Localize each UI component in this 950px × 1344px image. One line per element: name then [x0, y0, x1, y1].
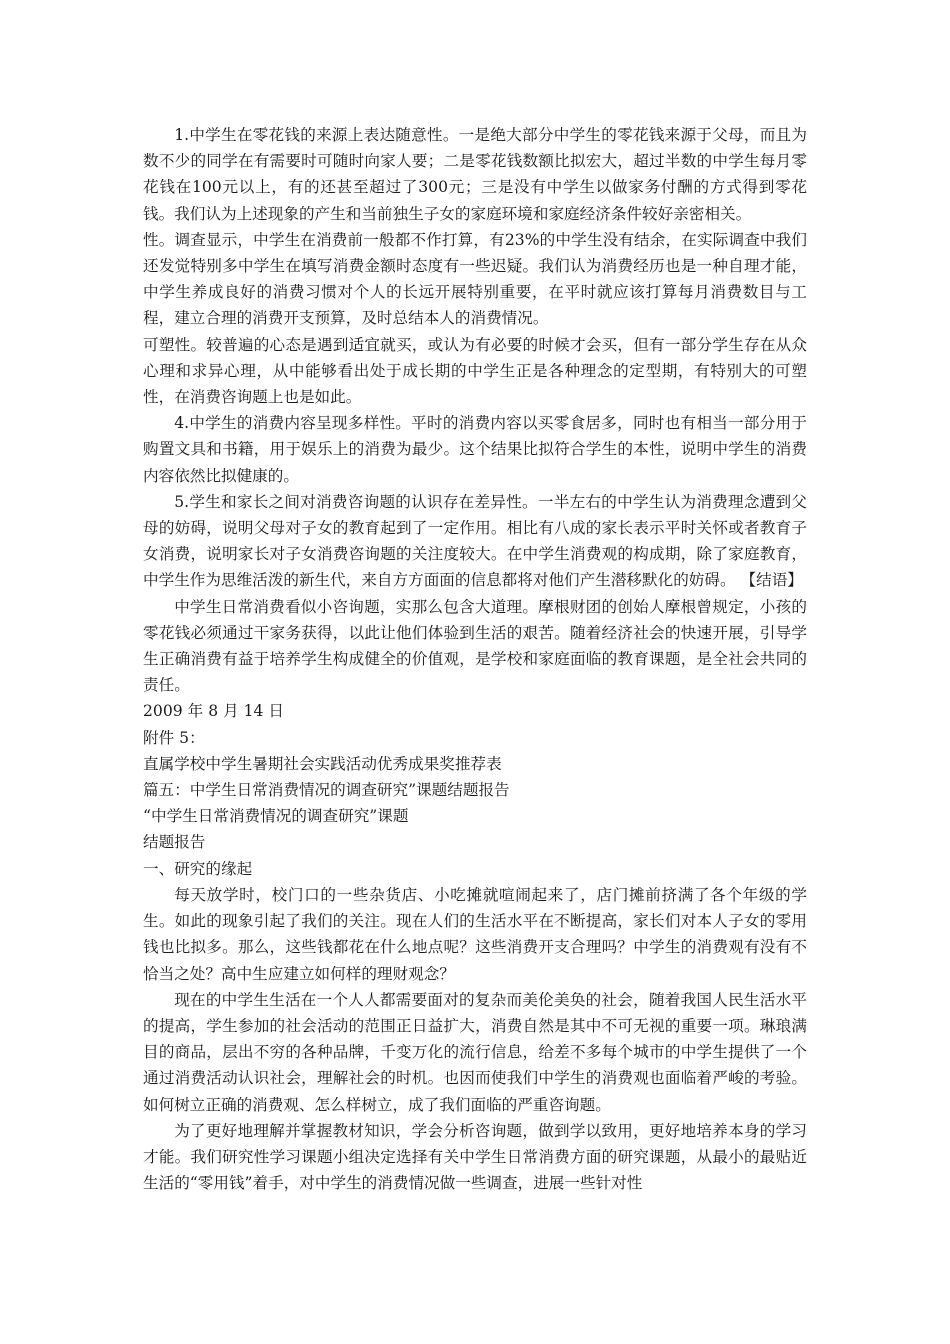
date-line: 2009 年 8 月 14 日: [143, 702, 285, 721]
report-title: “中学生日常消费情况的调查研究”课题: [143, 807, 409, 826]
attachment-label: 附件 5：: [143, 728, 205, 747]
paragraph-spending-planning: 性。调查显示，中学生在消费前一般都不作打算，有23%的中学生没有结余，在实际调查中我们还发觉特别多中学生在填写消费金额时态度有一些迟疑。我们认为消费经历也是一种自理才能，中学生养成良好的消费习惯对个人的长远开展特别重要，在平时就应该打算每月消费数目与工程，建立合理的消费开支预算，及时总结本人的消费情况。: [143, 230, 807, 328]
chapter-five-heading: 篇五：中学生日常消费情况的调查研究”课题结题报告: [143, 781, 510, 800]
paragraph-conclusion: 中学生日常消费看似小咨询题，实那么包含大道理。摩根财团的创始人摩根曾规定，小孩的零花钱必须通过干家务获得，以此让他们体验到生活的艰苦。随着经济社会的快速开展，引导学生正确消费有益于培养学生构成健全的价值观，是学校和家庭面临的教育课题，是全社会共同的责任。: [143, 597, 807, 695]
recommendation-form-title: 直属学校中学生暑期社会实践活动优秀成果奖推荐表: [143, 754, 502, 773]
paragraph-research-purpose: 为了更好地理解并掌握教材知识，学会分析咨询题，做到学以致用，更好地培养本身的学习才能。我们研究性学习课题小组决定选择有关中学生日常消费方面的研究课题，从最小的最贴近生活的“零用钱”着手，对中学生的消费情况做一些调查，进展一些针对性: [143, 1121, 807, 1193]
section-heading-origin: 一、研究的缘起: [143, 859, 253, 878]
paragraph-student-parent-difference: 5.学生和家长之间对消费咨询题的认识存在差异性。一半左右的中学生认为消费理念遭到父母的妨碍，说明父母对子女的教育起到了一定作用。相比有八成的家长表示平时关怀或者教育子女消费，说明家长对子女消费咨询题的关注度较大。在中学生消费观的构成期，除了家庭教育，中学生作为思维活泼的新生代，来自方方面面的信息都将对他们产生潜移默化的妨碍。 【结语】: [143, 492, 807, 590]
document-page: [143, 122, 807, 1196]
paragraph-source-of-pocket-money: 1.中学生在零花钱的来源上表达随意性。一是绝大部分中学生的零花钱来源于父母，而且为数不少的同学在有需要时可随时向家人要；二是零花钱数额比拟宏大，超过半数的中学生每月零花钱在100元以上，有的还甚至超过了300元；三是没有中学生以做家务付酬的方式得到零花钱。我们认为上述现象的产生和当前独生子女的家庭环境和家庭经济条件较好亲密相关。: [143, 126, 807, 223]
paragraph-plasticity: 可塑性。较普遍的心态是遇到适宜就买，或认为有必要的时候才会买，但有一部分学生存在从众心理和求异心理，从中能够看出处于成长期的中学生正是各种理念的定型期，有特别大的可塑性，在消费咨询题上也是如此。: [143, 335, 807, 407]
paragraph-after-school: 每天放学时，校门口的一些杂货店、小吃摊就喧闹起来了，店门摊前挤满了各个年级的学生。如此的现象引起了我们的关注。现在人们的生活水平在不断提高，家长们对本人子女的零用钱也比拟多。那么，这些钱都花在什么地点呢？这些消费开支合理吗？中学生的消费观有没有不恰当之处？高中生应建立如何样的理财观念？: [143, 885, 807, 983]
paragraph-modern-society: 现在的中学生生活在一个人人都需要面对的复杂而美伦美奂的社会，随着我国人民生活水平的提高，学生参加的社会活动的范围正日益扩大，消费自然是其中不可无视的重要一项。琳琅满目的商品，层出不穷的各种品牌，千变万化的流行信息，给差不多每个城市的中学生提供了一个通过消费活动认识社会，理解社会的时机。也因而使我们中学生的消费观也面临着严峻的考验。如何树立正确的消费观、怎么样树立，成了我们面临的严重咨询题。: [143, 990, 807, 1114]
paragraph-spending-diversity: 4.中学生的消费内容呈现多样性。平时的消费内容以买零食居多，同时也有相当一部分用于购置文具和书籍，用于娱乐上的消费为最少。这个结果比拟符合学生的本性，说明中学生的消费内容依然比拟健康的。: [143, 414, 807, 485]
report-subtitle: 结题报告: [143, 833, 206, 852]
